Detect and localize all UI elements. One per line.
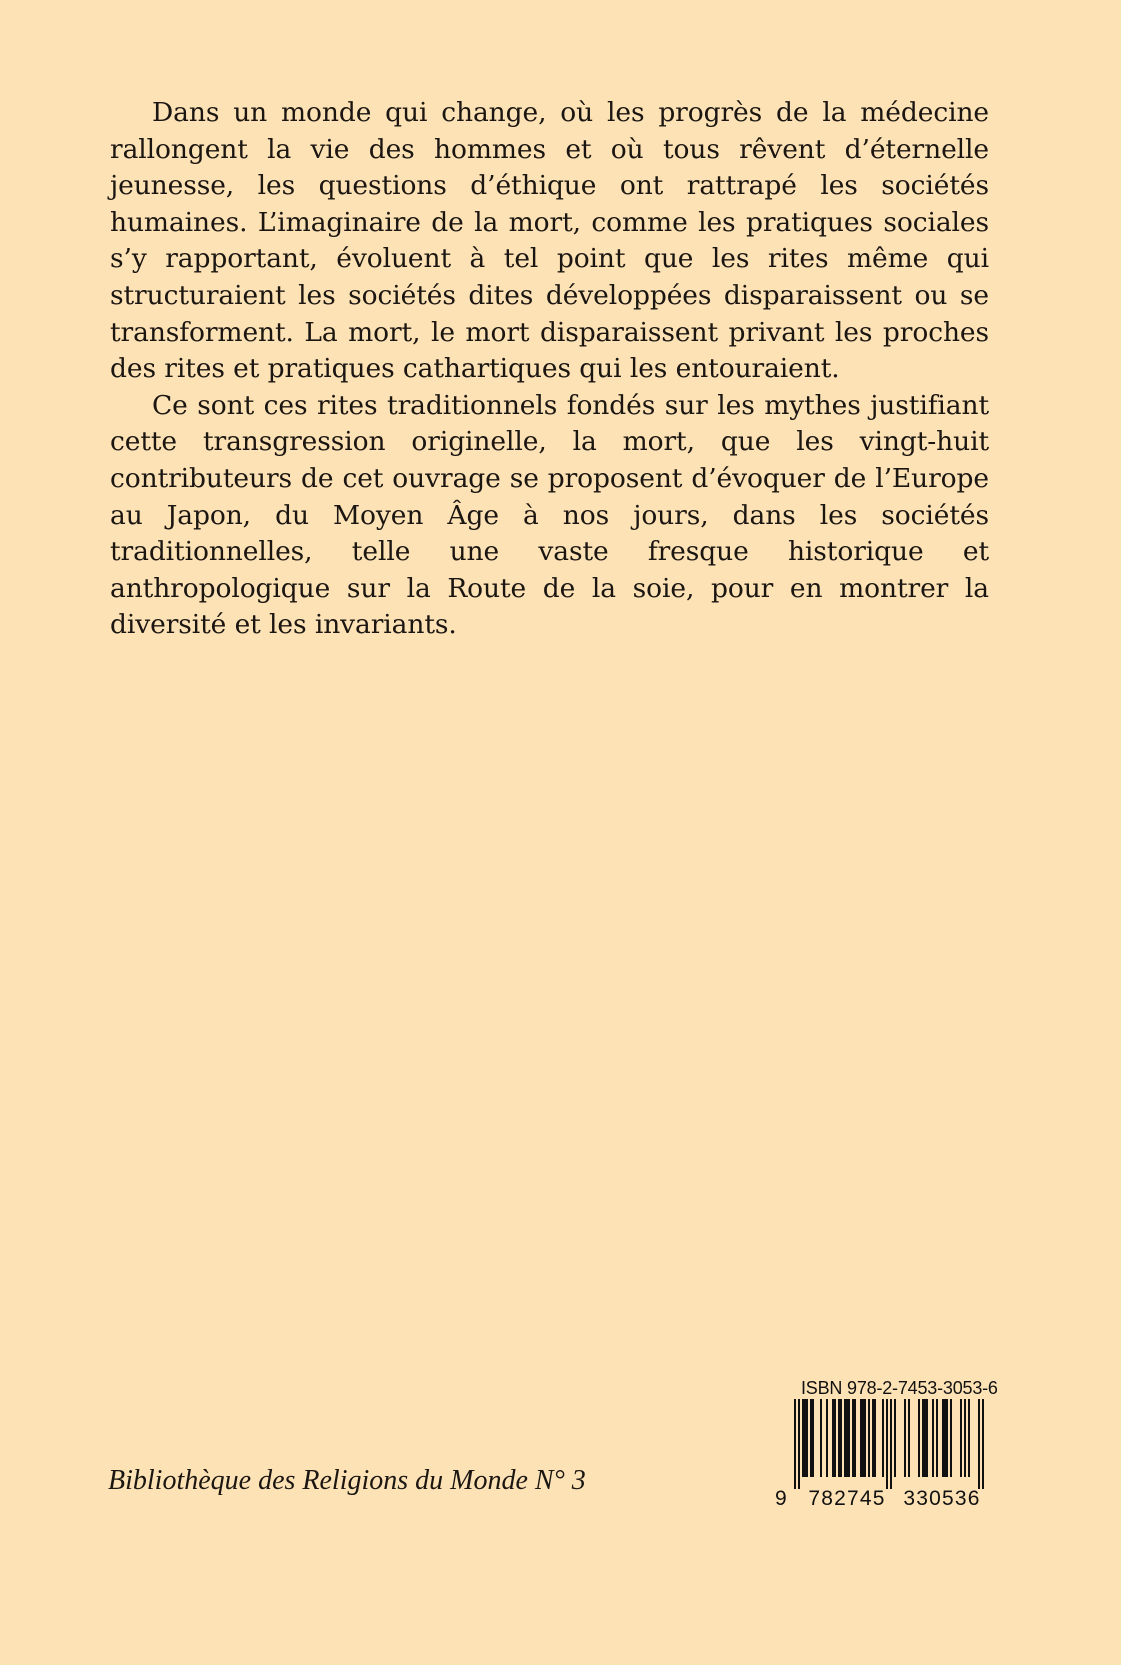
barcode-bar	[826, 1399, 828, 1477]
back-cover-blurb	[110, 95, 989, 644]
barcode-bar	[908, 1399, 910, 1477]
barcode-bar	[834, 1399, 836, 1477]
barcode-bar	[838, 1399, 840, 1477]
barcode-bar	[860, 1399, 862, 1477]
barcode-guard-bar	[794, 1399, 796, 1489]
isbn-barcode	[772, 1378, 1016, 1508]
barcode-bar	[924, 1399, 926, 1477]
barcode-bar	[852, 1399, 854, 1477]
barcode-guard-bar	[886, 1399, 888, 1489]
barcode-bar	[874, 1399, 876, 1477]
barcode-bar	[942, 1399, 944, 1477]
barcode-bar	[950, 1399, 952, 1477]
series-title: Bibliothèque des Religions du Monde N° 3	[108, 1465, 586, 1496]
barcode-guard-bar	[798, 1399, 800, 1489]
barcode-bar	[882, 1399, 884, 1477]
barcode-bar	[812, 1399, 814, 1477]
barcode-bar	[968, 1399, 970, 1477]
barcode-digits-right: 330536	[903, 1487, 981, 1508]
barcode-bar	[832, 1399, 834, 1477]
barcode-bar	[964, 1399, 966, 1477]
barcode-bar	[932, 1399, 934, 1477]
isbn-label: ISBN 978-2-7453-3053-6	[801, 1378, 998, 1398]
barcode-digit-first: 9	[775, 1487, 787, 1508]
barcode-bar	[922, 1399, 924, 1477]
barcode-bar	[946, 1399, 948, 1477]
barcode-bars	[794, 1399, 984, 1489]
barcode-bar	[944, 1399, 946, 1477]
barcode-bar	[844, 1399, 846, 1477]
barcode-bar	[918, 1399, 920, 1477]
barcode-bar	[804, 1399, 806, 1477]
barcode-bar	[868, 1399, 870, 1477]
barcode-bar	[846, 1399, 848, 1477]
barcode-bar	[840, 1399, 842, 1477]
barcode-guard-bar	[890, 1399, 892, 1489]
barcode-bar	[960, 1399, 962, 1477]
barcode-bar	[926, 1399, 928, 1477]
barcode-bar	[810, 1399, 812, 1477]
barcode-digits-left: 782745	[808, 1487, 886, 1508]
barcode-bar	[904, 1399, 906, 1477]
blurb-paragraph-1: Dans un monde qui change, où les progrès de la médecine rallongent la vie des hommes et où tous rêvent d’éternelle jeunesse, les questions d’éthique ont rattrapé les sociétés humaines. L’imaginaire de la mort, comme les pratiques sociales s’y rapportant, évoluent à tel point que les rites même qui structuraient les sociétés dites développées disparaissent ou se transforment. La mort, le mort disparaissent privant les proches des rites et pratiques cathartiques qui les entouraient.	[110, 97, 989, 385]
barcode-bar	[872, 1399, 874, 1477]
barcode-bar	[864, 1399, 866, 1477]
blurb-paragraph-2: Ce sont ces rites traditionnels fondés sur les mythes justifiant cette transgression originelle, la mort, que les vingt-huit contributeurs de cet ouvrage se proposent d’évoquer de l’Europe au Japon, du Moyen Âge à nos jours, dans les sociétés traditionnelles, telle une vaste fresque historique et anthropologique sur la Route de la soie, pour en montrer la diversité et les invariants.	[110, 389, 989, 641]
barcode-bar	[820, 1399, 822, 1477]
barcode-bar	[862, 1399, 864, 1477]
barcode-bar	[936, 1399, 938, 1477]
barcode-bar	[854, 1399, 856, 1477]
barcode-guard-bar	[978, 1399, 980, 1489]
ean13-barcode	[772, 1399, 1016, 1508]
barcode-bar	[806, 1399, 808, 1477]
barcode-bar	[894, 1399, 896, 1477]
barcode-bar	[802, 1399, 804, 1477]
barcode-guard-bar	[982, 1399, 984, 1489]
barcode-bar	[848, 1399, 850, 1477]
